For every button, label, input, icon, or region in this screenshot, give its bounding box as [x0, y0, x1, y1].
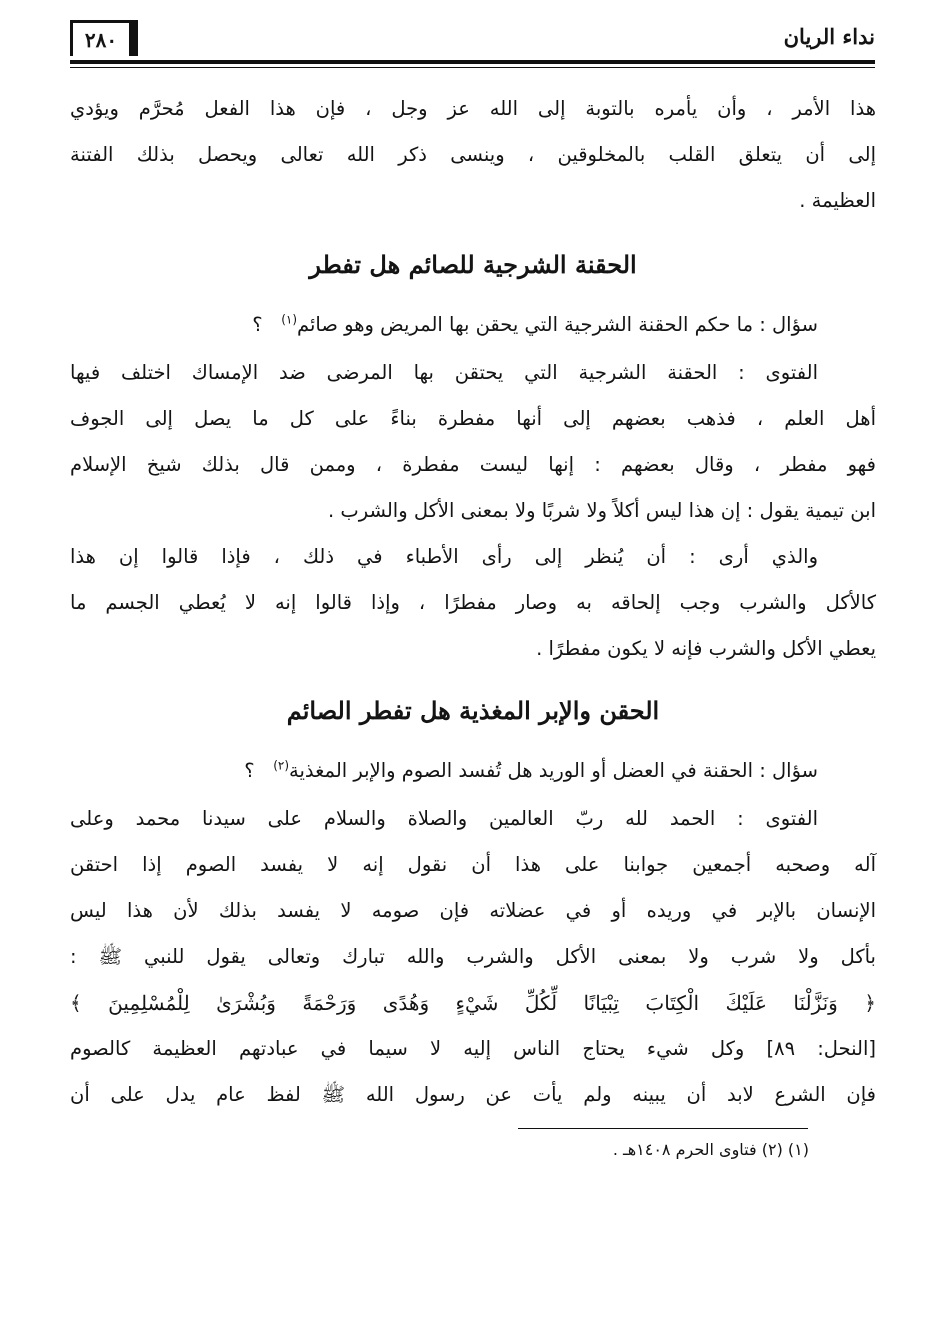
text-line: الفتوى : الحقنة الشرجية التي يحتقن بها المرضى ضد الإمساك اختلف فيها [70, 361, 818, 384]
text-line: ابن تيمية يقول : إن هذا ليس أكلاً ولا شربًا ولا بمعنى الأكل والشرب . [327, 499, 876, 522]
text-line: بأكل ولا شرب ولا بمعنى الأكل والشرب والله تبارك وتعالى يقول للنبي ﷺ : [70, 945, 876, 968]
footnote-ref: (٢) [273, 758, 290, 773]
question-line [70, 746, 876, 796]
text-line: والذي أرى : أن يُنظر إلى رأى الأطباء في ذلك ، فإذا قالوا إن هذا [70, 545, 818, 568]
question-text: سؤال : ما حكم الحقنة الشرجية التي يحقن بها المريض وهو صائم [297, 313, 818, 336]
section-heading: الحقنة الشرجية للصائم هل تفطر [309, 250, 637, 279]
text-line: فهو مفطر ، وقال بعضهم : إنها ليست مفطرة ، وممن قال بذلك شيخ الإسلام [70, 453, 876, 476]
book-title: نداء الريان [783, 24, 875, 49]
text-line: فإن الشرع لابد أن يبينه ولم يأت عن رسول الله ﷺ لفظ عام يدل على أن [70, 1083, 876, 1106]
text-line: الإنسان بالإبر في وريده أو في عضلاته فإن صومه لا يفسد بذلك لأن هذا ليس [70, 899, 876, 922]
text-line: العظيمة . [799, 189, 876, 212]
text-line: أهل العلم ، فذهب بعضهم إلى أنها مفطرة بناءً على كل ما يصل إلى الجوف [70, 407, 876, 430]
question-line [70, 300, 876, 350]
footnote: (١) (٢) فتاوى الحرم ١٤٠٨هـ . [612, 1140, 809, 1159]
text-line: هذا الأمر ، وأن يأمره بالتوبة إلى الله عز وجل ، فإن هذا الفعل مُحرَّم ويؤدي [70, 97, 876, 120]
text-line: إلى أن يتعلق القلب بالمخلوقين ، وينسى ذكر الله تعالى ويحصل بذلك الفتنة [70, 143, 876, 166]
section-heading: الحقن والإبر المغذية هل تفطر الصائم [286, 696, 660, 725]
running-header [70, 18, 875, 70]
footnote-rule [518, 1128, 808, 1129]
text-line: يعطي الأكل والشرب فإنه لا يكون مفطرًا . [536, 637, 876, 660]
question-mark: ؟ [252, 313, 263, 336]
text-line: آله وصحبه أجمعين جوابنا على هذا أن نقول إنه لا يفسد الصوم إذا احتقن [70, 853, 876, 876]
page-number: ٢٨٠ [70, 20, 132, 56]
quran-verse: ﴿ وَنَزَّلْنَا عَلَيْكَ الْكِتَابَ تِبْيَانًا لِّكُلِّ شَيْءٍ وَهُدًى وَرَحْمَةً وَبُشْرَىٰ لِلْمُسْلِمِينَ ﴾ [70, 991, 876, 1015]
text-line: كالأكل والشرب وجب إلحاقه به وصار مفطرًا ، وإذا قالوا إنه لا يُعطي الجسم ما [70, 591, 876, 614]
question-mark: ؟ [244, 759, 255, 782]
intro-paragraph [70, 86, 876, 224]
section-1 [70, 230, 876, 672]
section-2 [70, 676, 876, 1118]
question-text: سؤال : الحقنة في العضل أو الوريد هل تُفسد الصوم والإبر المغذية [289, 759, 818, 782]
footnote-ref: (١) [281, 312, 298, 327]
header-rule-thin [70, 67, 875, 68]
header-rule [70, 60, 875, 64]
text-line: [النحل: ٨٩] وكل شيء يحتاج الناس إليه لا سيما في عبادتهم العظيمة كالصوم [70, 1037, 876, 1060]
text-line: الفتوى : الحمد لله ربّ العالمين والصلاة والسلام على سيدنا محمد وعلى [70, 807, 818, 830]
